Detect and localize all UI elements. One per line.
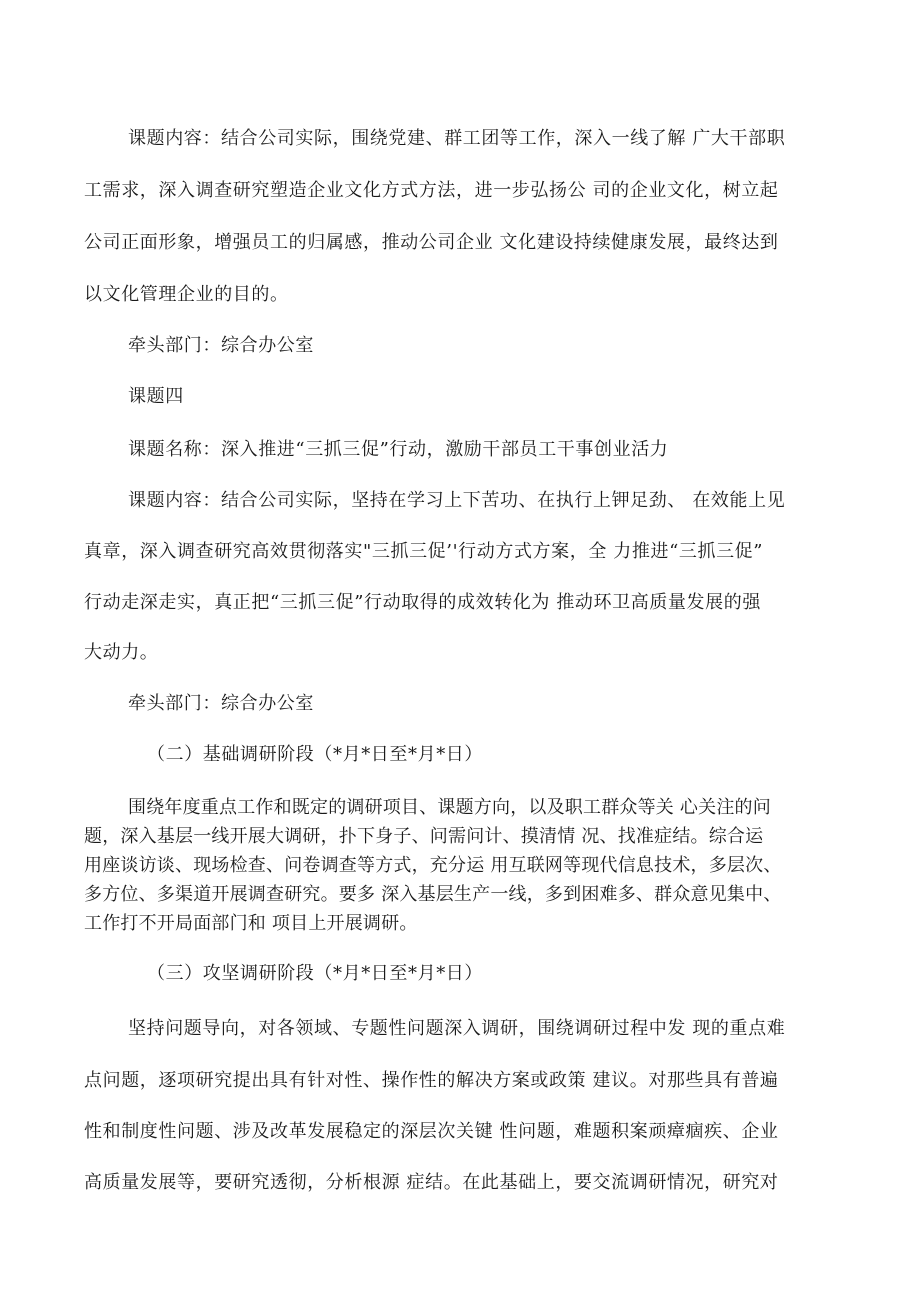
paragraph-8-line-3: 用座谈访谈、现场检查、问卷调查等方式，充分运 用互联网等现代信息技术，多层次、 — [84, 855, 782, 876]
paragraph-1-line-1: 课题内容：结合公司实际，围绕党建、群工团等工作，深入一线了解 广大干部职 — [128, 128, 786, 149]
paragraph-10-line-2: 点问题，逐项研究提出具有针对性、操作性的解决方案或政策 建议。对那些具有普遍 — [84, 1070, 779, 1091]
paragraph-5-line-2: 真章，深入调查研究高效贯彻落实"三抓三促’'行动方式方案，全 力推进“三抓三促” — [84, 541, 764, 562]
paragraph-5-line-3: 行动走深走实，真正把“三抓三促”行动取得的成效转化为 推动环卫高质量发展的强 — [84, 592, 761, 613]
lead-department-2: 牵头部门：综合办公室 — [128, 693, 314, 714]
topic-four-heading: 课题四 — [128, 386, 184, 407]
section-basic-research-heading: （二）基础调研阶段（*月*日至*月*日） — [147, 744, 483, 765]
paragraph-8-line-5: 工作打不开局面部门和 项目上开展调研。 — [84, 913, 418, 934]
paragraph-1-line-2: 工需求，深入调查研究塑造企业文化方式方法，进一步弘扬公 司的企业文化，树立起 — [84, 180, 779, 201]
paragraph-8-line-2: 题，深入基层一线开展大调研，扑下身子、问需问计、摸清情 况、找准症结。综合运 — [84, 826, 764, 847]
paragraph-1-line-4: 以文化管理企业的目的。 — [84, 284, 289, 305]
paragraph-8-line-1: 围绕年度重点工作和既定的调研项目、课题方向，以及职工群众等关 心关注的问 — [128, 797, 771, 818]
lead-department-1: 牵头部门：综合办公室 — [128, 335, 314, 356]
paragraph-1-line-3: 公司正面形象，增强员工的归属感，推动公司企业 文化建设持续健康发展，最终达到 — [84, 232, 779, 253]
topic-name: 课题名称：深入推进“三抓三促”行动，激励干部员工干事创业活力 — [128, 439, 669, 460]
paragraph-5-line-1: 课题内容：结合公司实际，坚持在学习上下苦功、在执行上钾足劲、 在效能上见 — [128, 490, 786, 511]
paragraph-5-line-4: 大动力。 — [84, 642, 159, 663]
section-tackling-research-heading: （三）攻坚调研阶段（*月*日至*月*日） — [147, 963, 483, 984]
paragraph-10-line-1: 坚持问题导向，对各领域、专题性问题深入调研，围绕调研过程中发 现的重点难 — [128, 1018, 786, 1039]
paragraph-8-line-4: 多方位、多渠道开展调查研究。要多 深入基层生产一线，多到困难多、群众意见集中、 — [84, 884, 782, 905]
paragraph-10-line-3: 性和制度性问题、涉及改革发展稳定的深层次关键 性问题，难题积案顽瘴痼疾、企业 — [84, 1121, 779, 1142]
paragraph-10-line-4: 高质量发展等，要研究透彻，分析根源 症结。在此基础上，要交流调研情况，研究对 — [84, 1172, 779, 1193]
